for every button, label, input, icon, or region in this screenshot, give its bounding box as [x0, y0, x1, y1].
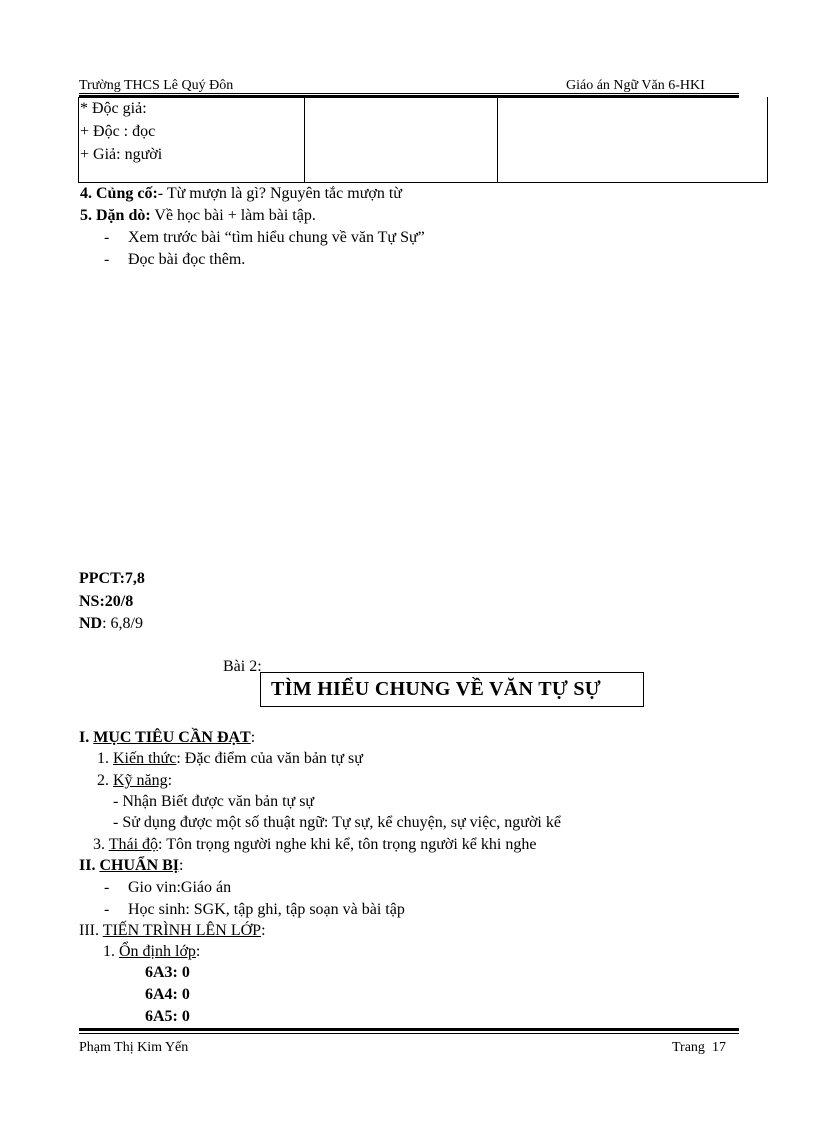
- homework-text: Về học bài + làm bài tập.: [150, 207, 316, 224]
- skills-label: Kỹ năng: [113, 772, 168, 789]
- attitude-label: Thái độ: [108, 836, 159, 853]
- homework-item: Xem trước bài “tìm hiểu chung về văn Tự Sự”: [128, 229, 425, 246]
- skills-suffix: :: [167, 772, 173, 789]
- step1-suffix: :: [195, 943, 201, 960]
- footer-page: [672, 1040, 726, 1056]
- ns: NS:20/8: [79, 593, 134, 610]
- footer-rule-thin: [79, 1033, 739, 1034]
- section1-heading: [79, 729, 255, 747]
- homework-bullet: -: [104, 251, 110, 268]
- nd-label: ND: [79, 615, 103, 632]
- footer-author: Phạm Thị Kim Yến: [79, 1040, 189, 1055]
- section3-title: TIẾN TRÌNH LÊN LỚP: [102, 922, 262, 939]
- lesson-title-box: [260, 672, 644, 707]
- table-col-divider: [497, 97, 498, 182]
- nd-value: : 6,8/9: [102, 615, 143, 632]
- table-cell-line: * Độc giả:: [80, 100, 147, 117]
- lesson-title: TÌM HIỂU CHUNG VỀ VĂN TỰ SỰ: [271, 678, 601, 700]
- section2-title: CHUẨN BỊ: [99, 857, 180, 874]
- header-subject: Giáo án Ngữ Văn 6-HKI: [566, 78, 705, 93]
- section1-title: MỤC TIÊU CẦN ĐẠT: [93, 729, 251, 746]
- attitude-line: [93, 836, 536, 854]
- skill-item: - Sử dụng được một số thuật ngữ: Tự sự, kể chuyện, sự việc, người kể: [113, 814, 561, 831]
- section2-prefix: II.: [79, 857, 100, 874]
- nd-line: [79, 615, 143, 633]
- step1-line: [103, 943, 200, 961]
- table-cell-line: + Giả: người: [80, 146, 163, 163]
- table-col-divider: [304, 97, 305, 182]
- section1-suffix: :: [250, 729, 256, 746]
- knowledge-label: Kiến thức: [113, 750, 177, 767]
- knowledge-text: : Đặc điểm của văn bản tự sự: [176, 750, 363, 767]
- header-rule-thin: [79, 93, 739, 94]
- lesson-number: Bài 2:: [223, 658, 262, 675]
- vocab-table: [78, 97, 768, 183]
- class-attendance: 6A4: 0: [145, 986, 190, 1003]
- footer-page-label: Trang: [672, 1040, 705, 1055]
- consolidation-label: 4. Củng cố:: [80, 185, 158, 202]
- step1-label: Ổn định lớp: [119, 943, 196, 960]
- skill-item: - Nhận Biết được văn bản tự sự: [113, 793, 315, 810]
- prep-item: Học sinh: SGK, tập ghi, tập soạn và bài tập: [128, 901, 405, 918]
- class-attendance: 6A3: 0: [145, 964, 190, 981]
- consolidation-line: [80, 185, 402, 203]
- homework-bullet: -: [104, 229, 110, 246]
- skills-line: [97, 772, 172, 790]
- header-school: Trường THCS Lê Quý Đôn: [79, 78, 234, 93]
- skills-num: 2.: [97, 772, 113, 789]
- section2-heading: [79, 857, 183, 875]
- homework-label: 5. Dặn dò:: [80, 207, 151, 224]
- footer-rule-thick: [79, 1028, 739, 1031]
- footer-page-number: 17: [711, 1040, 726, 1055]
- section1-prefix: I.: [79, 729, 94, 746]
- prep-item: Gio vin:Giáo án: [128, 879, 232, 896]
- section3-heading: [79, 922, 266, 940]
- prep-bullet: -: [104, 901, 110, 918]
- homework-item: Đọc bài đọc thêm.: [128, 251, 246, 268]
- knowledge-num: 1.: [97, 750, 113, 767]
- homework-line: [80, 207, 316, 225]
- table-cell-line: + Độc : đọc: [80, 123, 156, 140]
- section3-prefix: III.: [79, 922, 103, 939]
- knowledge-line: [97, 750, 363, 768]
- class-attendance: 6A5: 0: [145, 1008, 190, 1025]
- ppct: PPCT:7,8: [79, 570, 145, 587]
- attitude-num: 3.: [93, 836, 109, 853]
- step1-num: 1.: [103, 943, 119, 960]
- prep-bullet: -: [104, 879, 110, 896]
- attitude-text: : Tôn trọng người nghe khi kể, tôn trọng người kể khi nghe: [158, 836, 537, 853]
- section2-suffix: :: [179, 857, 184, 874]
- consolidation-text: - Từ mượn là gì? Nguyên tắc mượn từ: [157, 185, 402, 202]
- section3-suffix: :: [261, 922, 266, 939]
